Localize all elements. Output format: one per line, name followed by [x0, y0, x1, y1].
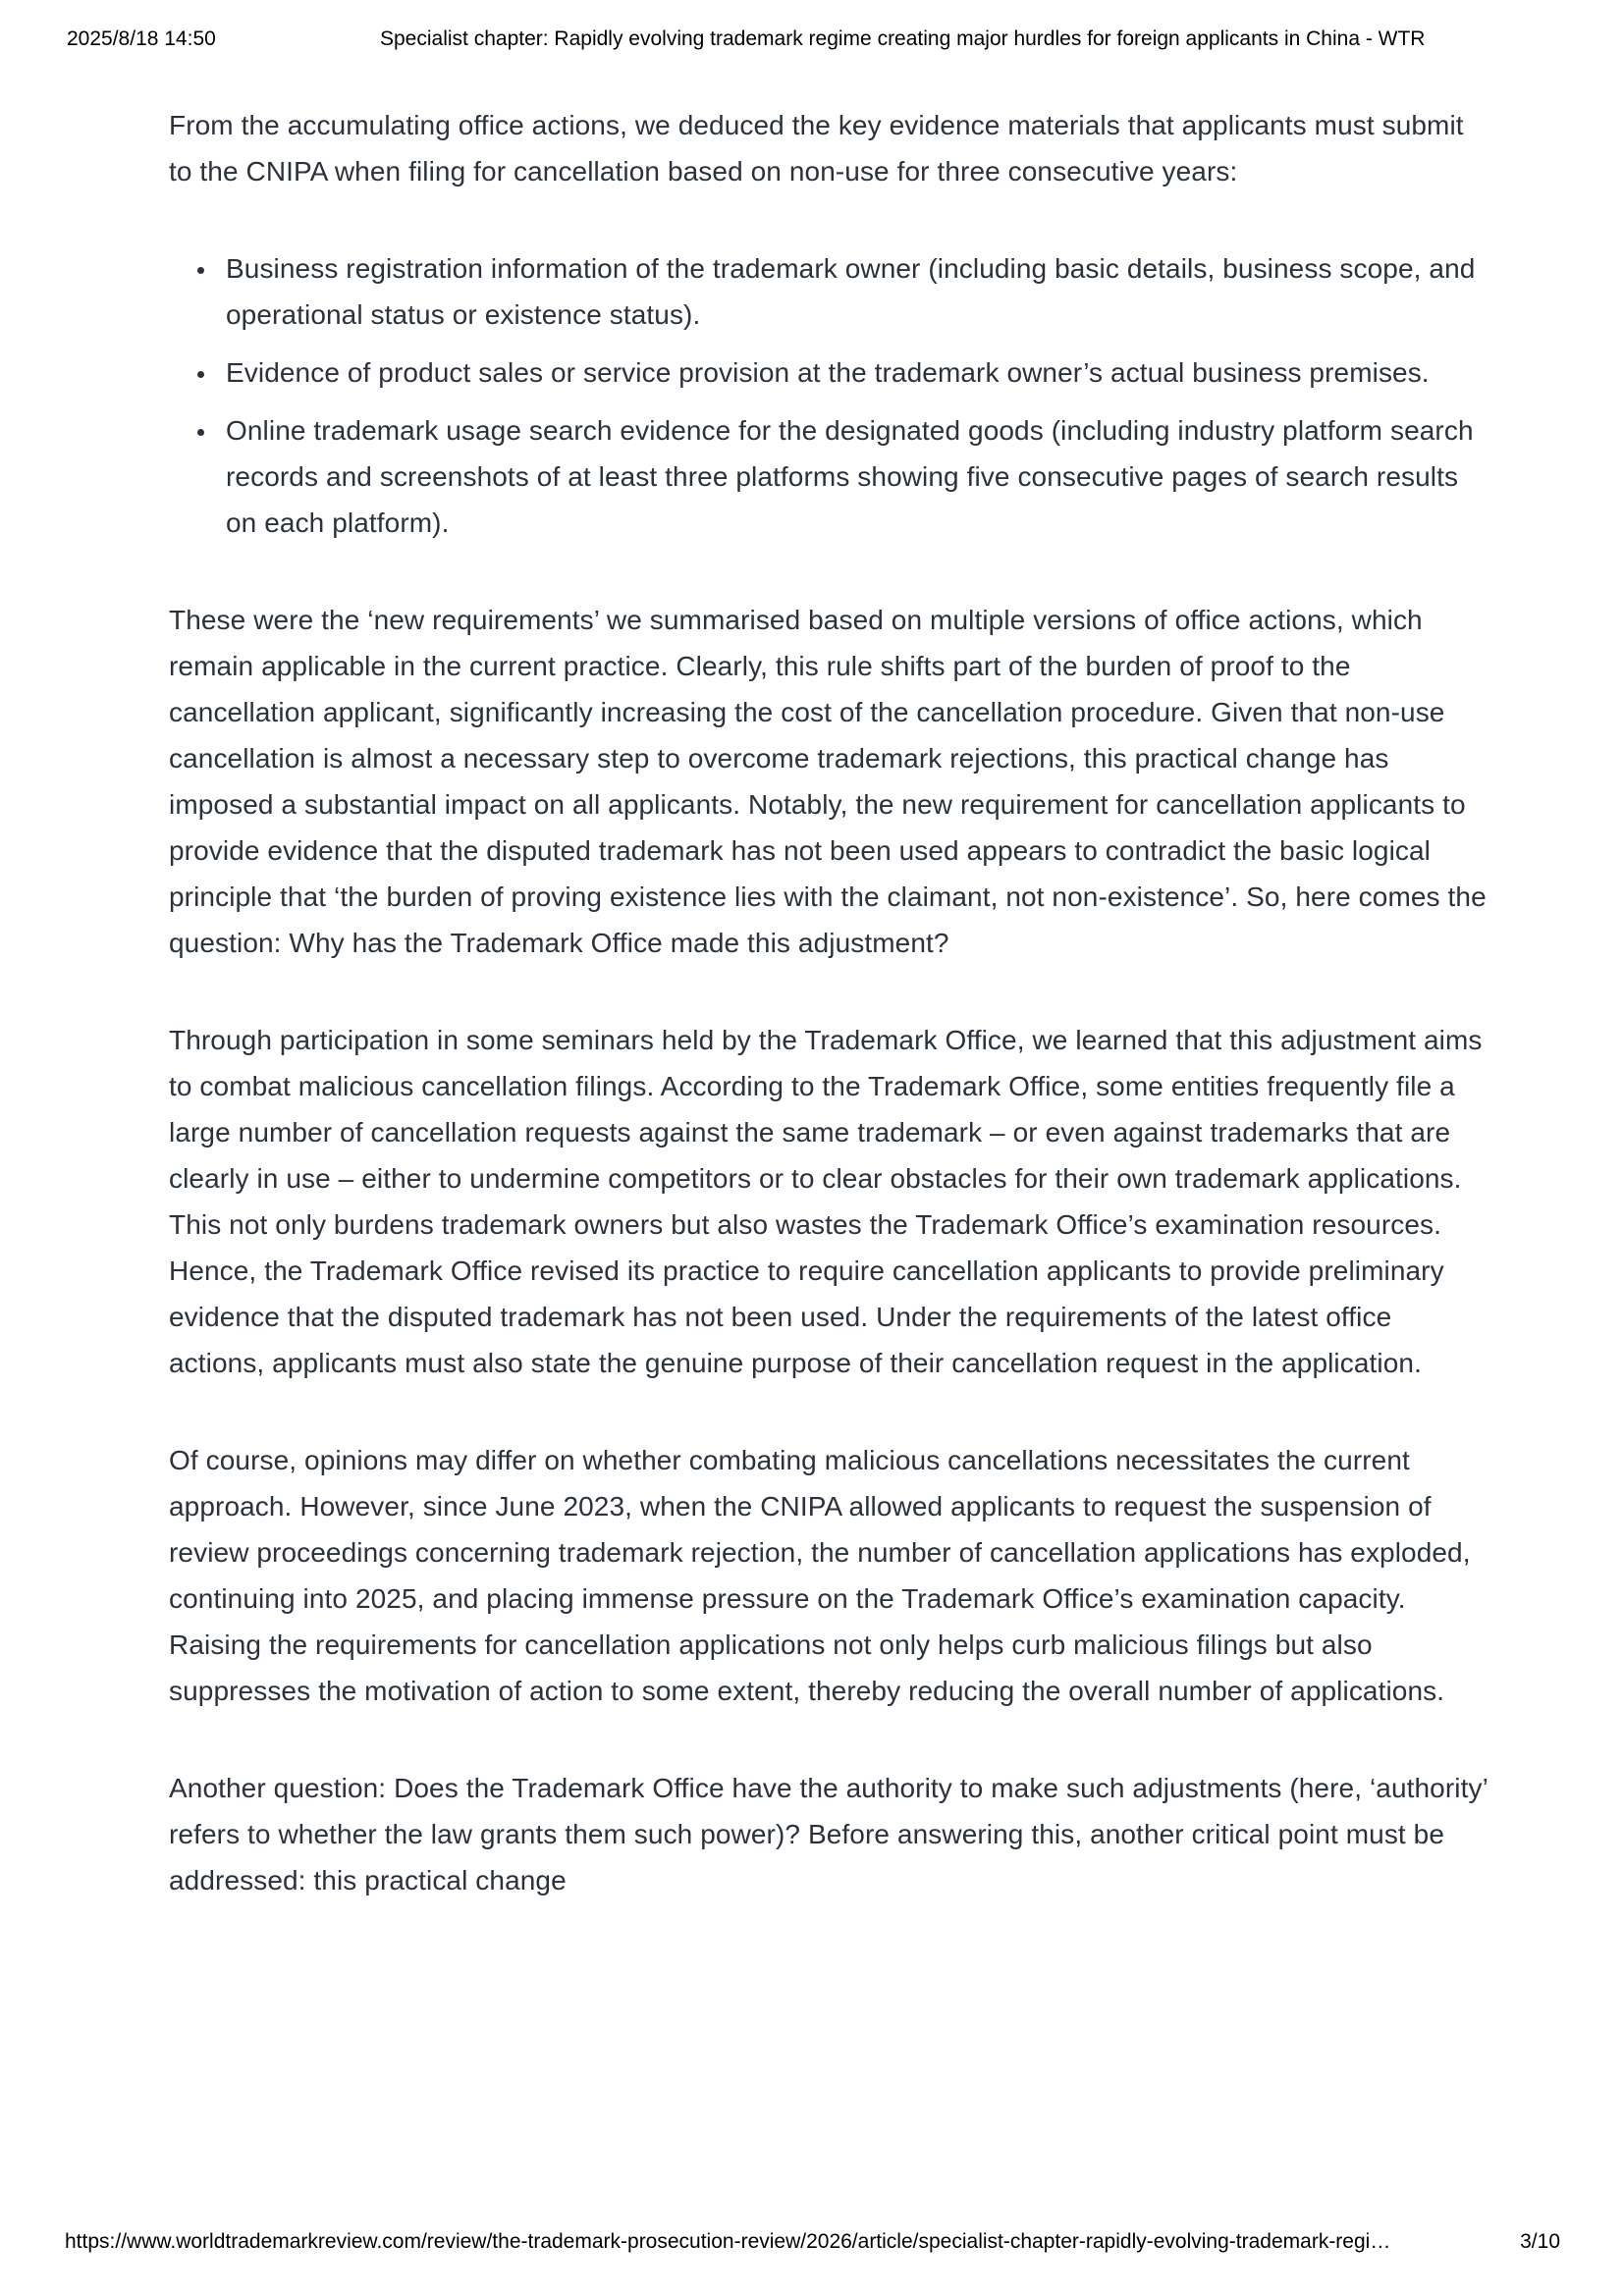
print-header-document-title: Specialist chapter: Rapidly evolving trademark regime creating major hurdles for foreign applicants in China - WTR [380, 27, 1426, 50]
print-footer-url: https://www.worldtrademarkreview.com/review/the-trademark-prosecution-review/2026/article/specialist-chapter-rapidly-evolving-trademark-regi… [65, 2230, 1391, 2253]
paragraph-opinions: Of course, opinions may differ on whether combating malicious cancellations necessitates the current approach. However, since June 2023, when the CNIPA allowed applicants to request the suspension of review proceedings concerning trademark rejection, the number of cancellation applications has exploded, continuing into 2025, and placing immense pressure on the Trademark Office’s examination capacity. Raising the requirements for cancellation applications not only helps curb malicious filings but also suppresses the motivation of action to some extent, thereby reducing the overall number of applications. [169, 1445, 1471, 1706]
print-footer-page-indicator: 3/10 [1520, 2230, 1560, 2253]
list-item-sales-evidence: • Evidence of product sales or service provision at the trademark owner’s actual business premises. [218, 349, 1489, 396]
paragraph-requirements: These were the ‘new requirements’ we summarised based on multiple versions of office actions, which remain applicable in the current practice. Clearly, this rule shifts part of the burden of proof to the cancellation applicant, significantly increasing the cost of the cancellation procedure. Given that non-use cancellation is almost a necessary step to overcome trademark rejections, this practical change has imposed a substantial impact on all applicants. Notably, the new requirement for cancellation applicants to provide evidence that the disputed trademark has not been used appears to contradict the basic logical principle that ‘the burden of proving existence lies with the claimant, not non-existence’. So, here comes the question: Why has the Trademark Office made this adjustment? [169, 605, 1487, 958]
evidence-list [169, 245, 1489, 546]
article-body [169, 102, 1489, 1954]
list-item-business-registration: • Business registration information of the trademark owner (including basic details, business scope, and operational status or existence status). [218, 245, 1489, 338]
paragraph-seminars: Through participation in some seminars held by the Trademark Office, we learned that this adjustment aims to combat malicious cancellation filings. According to the Trademark Office, some entities frequently file a large number of cancellation requests against the same trademark – or even against trademarks that are clearly in use – either to undermine competitors or to clear obstacles for their own trademark applications. This not only burdens trademark owners but also wastes the Trademark Office’s examination resources. Hence, the Trademark Office revised its practice to require cancellation applicants to provide preliminary evidence that the disputed trademark has not been used. Under the requirements of the latest office actions, applicants must also state the genuine purpose of their cancellation request in the application. [169, 1025, 1483, 1378]
list-item-online-search-evidence: • Online trademark usage search evidence for the designated goods (including industry platform search records and screenshots of at least three platforms showing five consecutive pages of search results on each platform). [218, 407, 1489, 546]
paragraph-authority: Another question: Does the Trademark Office have the authority to make such adjustments (here, ‘authority’ refers to whether the law grants them such power)? Before answering this, another critical point must be addressed: this practical change [169, 1773, 1488, 1896]
print-header-datetime: 2025/8/18 14:50 [67, 27, 216, 50]
paragraph-intro: From the accumulating office actions, we deduced the key evidence materials that applicants must submit to the CNIPA when filing for cancellation based on non-use for three consecutive years: [169, 110, 1464, 187]
